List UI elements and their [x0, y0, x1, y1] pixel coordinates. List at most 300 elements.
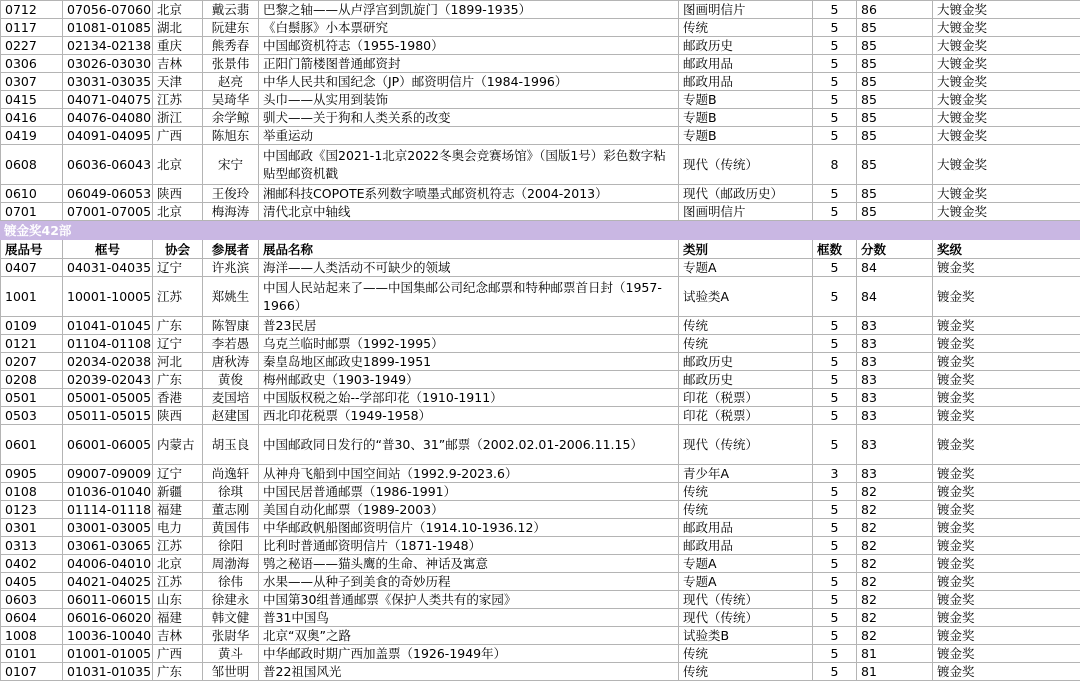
- frame-count-cell: 5: [813, 519, 857, 537]
- category-cell: 现代（传统）: [679, 591, 813, 609]
- score-cell: 82: [857, 627, 933, 645]
- frame-count-cell: 5: [813, 37, 857, 55]
- frame-range-cell: 03061-03065: [63, 537, 153, 555]
- frame-count-cell: 5: [813, 645, 857, 663]
- frame-range-cell: 01041-01045: [63, 317, 153, 335]
- exhibit-title-cell: 巴黎之轴——从卢浮宫到凯旋门（1899-1935）: [259, 1, 679, 19]
- exhibit-no-cell: 0603: [1, 591, 63, 609]
- frame-range-cell: 04091-04095: [63, 127, 153, 145]
- frame-count-cell: 5: [813, 483, 857, 501]
- category-cell: 邮政用品: [679, 519, 813, 537]
- exhibit-no-cell: 0407: [1, 259, 63, 277]
- category-cell: 专题B: [679, 109, 813, 127]
- exhibit-no-cell: 0208: [1, 371, 63, 389]
- association-cell: 广东: [153, 317, 203, 335]
- exhibitor-cell: 许兆滨: [203, 259, 259, 277]
- association-cell: 江苏: [153, 573, 203, 591]
- frame-count-cell: 8: [813, 145, 857, 185]
- exhibitor-cell: 李若愚: [203, 335, 259, 353]
- association-cell: 辽宁: [153, 259, 203, 277]
- frame-range-cell: 02034-02038: [63, 353, 153, 371]
- score-cell: 85: [857, 73, 933, 91]
- award-level-cell: 镀金奖: [933, 645, 1080, 663]
- award-level-cell: 镀金奖: [933, 519, 1080, 537]
- exhibitor-cell: 王俊玲: [203, 185, 259, 203]
- table-row: [1, 127, 1080, 145]
- table-row: [1, 663, 1080, 681]
- award-level-cell: 镀金奖: [933, 573, 1080, 591]
- table-row: [1, 555, 1080, 573]
- category-cell: 传统: [679, 483, 813, 501]
- exhibit-no-cell: 0503: [1, 407, 63, 425]
- exhibitor-cell: 张景伟: [203, 55, 259, 73]
- category-cell: 传统: [679, 501, 813, 519]
- frame-count-cell: 5: [813, 109, 857, 127]
- exhibit-no-cell: 0307: [1, 73, 63, 91]
- score-cell: 81: [857, 645, 933, 663]
- exhibit-title-cell: 驯犬——关于狗和人类关系的改变: [259, 109, 679, 127]
- category-cell: 现代（传统）: [679, 609, 813, 627]
- exhibit-title-cell: 清代北京中轴线: [259, 203, 679, 221]
- frame-count-cell: 5: [813, 371, 857, 389]
- frame-count-cell: 5: [813, 501, 857, 519]
- exhibitor-cell: 徐建永: [203, 591, 259, 609]
- frame-count-cell: 5: [813, 537, 857, 555]
- exhibitor-cell: 吴琦华: [203, 91, 259, 109]
- category-cell: 图画明信片: [679, 203, 813, 221]
- exhibit-no-cell: 0604: [1, 609, 63, 627]
- score-cell: 83: [857, 425, 933, 465]
- exhibit-title-cell: 美国自动化邮票（1989-2003）: [259, 501, 679, 519]
- association-cell: 电力: [153, 519, 203, 537]
- exhibit-no-cell: 0501: [1, 389, 63, 407]
- association-cell: 北京: [153, 1, 203, 19]
- table-row: [1, 91, 1080, 109]
- exhibit-title-cell: 中国邮政《国2021-1北京2022冬奥会竞赛场馆》（国版1号）彩色数字粘贴型邮资机戳: [259, 145, 679, 185]
- exhibit-title-cell: 北京“双奥”之路: [259, 627, 679, 645]
- exhibit-no-cell: 0117: [1, 19, 63, 37]
- frame-count-cell: 5: [813, 203, 857, 221]
- table-row: [1, 407, 1080, 425]
- category-cell: 图画明信片: [679, 1, 813, 19]
- exhibitor-cell: 胡玉良: [203, 425, 259, 465]
- exhibit-title-cell: 中华人民共和国纪念（JP）邮资明信片（1984-1996）: [259, 73, 679, 91]
- association-cell: 江苏: [153, 91, 203, 109]
- table-row: [1, 277, 1080, 317]
- exhibit-title-cell: 正阳门箭楼图普通邮资封: [259, 55, 679, 73]
- exhibit-title-cell: 海洋——人类活动不可缺少的领域: [259, 259, 679, 277]
- frame-count-cell: 5: [813, 573, 857, 591]
- exhibit-no-cell: 0402: [1, 555, 63, 573]
- column-header-row: [1, 240, 1080, 259]
- exhibit-title-cell: 鸮之秘语——猫头鹰的生命、神话及寓意: [259, 555, 679, 573]
- exhibit-title-cell: 湘邮科技COPOTE系列数字喷墨式邮资机符志（2004-2013）: [259, 185, 679, 203]
- frame-range-cell: 01036-01040: [63, 483, 153, 501]
- association-cell: 广东: [153, 371, 203, 389]
- exhibit-title-cell: 中国人民站起来了——中国集邮公司纪念邮票和特种邮票首日封（1957-1966）: [259, 277, 679, 317]
- score-cell: 82: [857, 483, 933, 501]
- header-category: 类别: [679, 240, 813, 259]
- frame-count-cell: 5: [813, 1, 857, 19]
- score-cell: 82: [857, 609, 933, 627]
- score-cell: 82: [857, 501, 933, 519]
- score-cell: 86: [857, 1, 933, 19]
- award-level-cell: 镀金奖: [933, 317, 1080, 335]
- category-cell: 传统: [679, 645, 813, 663]
- exhibitor-cell: 尚逸轩: [203, 465, 259, 483]
- score-cell: 85: [857, 185, 933, 203]
- exhibit-no-cell: 0405: [1, 573, 63, 591]
- category-cell: 传统: [679, 335, 813, 353]
- exhibit-no-cell: 1001: [1, 277, 63, 317]
- frame-count-cell: 5: [813, 609, 857, 627]
- table-row: [1, 519, 1080, 537]
- frame-count-cell: 5: [813, 73, 857, 91]
- table-row: [1, 109, 1080, 127]
- table-row: [1, 145, 1080, 185]
- award-level-cell: 镀金奖: [933, 371, 1080, 389]
- frame-count-cell: 5: [813, 19, 857, 37]
- frame-range-cell: 03031-03035: [63, 73, 153, 91]
- association-cell: 山东: [153, 591, 203, 609]
- category-cell: 现代（传统）: [679, 425, 813, 465]
- exhibit-no-cell: 0227: [1, 37, 63, 55]
- table-row: [1, 317, 1080, 335]
- exhibitor-cell: 邹世明: [203, 663, 259, 681]
- frame-count-cell: 5: [813, 317, 857, 335]
- category-cell: 专题B: [679, 127, 813, 145]
- frame-count-cell: 5: [813, 335, 857, 353]
- association-cell: 湖北: [153, 19, 203, 37]
- award-level-cell: 镀金奖: [933, 483, 1080, 501]
- frame-count-cell: 5: [813, 91, 857, 109]
- exhibit-title-cell: 中华邮政帆船图邮资明信片（1914.10-1936.12）: [259, 519, 679, 537]
- exhibitor-cell: 陈旭东: [203, 127, 259, 145]
- award-level-cell: 镀金奖: [933, 627, 1080, 645]
- exhibit-no-cell: 0701: [1, 203, 63, 221]
- frame-count-cell: 5: [813, 353, 857, 371]
- table-row: [1, 537, 1080, 555]
- association-cell: 北京: [153, 203, 203, 221]
- header-association: 协会: [153, 240, 203, 259]
- award-level-cell: 镀金奖: [933, 591, 1080, 609]
- exhibit-title-cell: 梅州邮政史（1903-1949）: [259, 371, 679, 389]
- exhibitor-cell: 阮建东: [203, 19, 259, 37]
- header-frame-count: 框数: [813, 240, 857, 259]
- header-exhibit-no: 展品号: [1, 240, 63, 259]
- table-row: [1, 609, 1080, 627]
- frame-range-cell: 01114-01118: [63, 501, 153, 519]
- award-level-cell: 大镀金奖: [933, 55, 1080, 73]
- exhibitor-cell: 戴云翡: [203, 1, 259, 19]
- frame-count-cell: 5: [813, 259, 857, 277]
- association-cell: 辽宁: [153, 465, 203, 483]
- exhibit-title-cell: 中国邮资机符志（1955-1980）: [259, 37, 679, 55]
- exhibit-title-cell: 比利时普通邮资明信片（1871-1948）: [259, 537, 679, 555]
- frame-range-cell: 06016-06020: [63, 609, 153, 627]
- table-row: [1, 425, 1080, 465]
- frame-count-cell: 5: [813, 185, 857, 203]
- score-cell: 82: [857, 519, 933, 537]
- exhibit-no-cell: 0601: [1, 425, 63, 465]
- exhibit-no-cell: 0207: [1, 353, 63, 371]
- frame-range-cell: 01031-01035: [63, 663, 153, 681]
- association-cell: 河北: [153, 353, 203, 371]
- frame-range-cell: 06049-06053: [63, 185, 153, 203]
- large-gilt-section: [1, 1, 1080, 221]
- category-cell: 邮政历史: [679, 371, 813, 389]
- exhibit-title-cell: 从神舟飞船到中国空间站（1992.9-2023.6）: [259, 465, 679, 483]
- award-level-cell: 大镀金奖: [933, 73, 1080, 91]
- frame-count-cell: 5: [813, 663, 857, 681]
- association-cell: 香港: [153, 389, 203, 407]
- exhibitor-cell: 陈智康: [203, 317, 259, 335]
- exhibit-title-cell: 中国邮政同日发行的“普30、31”邮票（2002.02.01-2006.11.15）: [259, 425, 679, 465]
- frame-count-cell: 5: [813, 277, 857, 317]
- exhibitor-cell: 郑姚生: [203, 277, 259, 317]
- exhibit-no-cell: 0301: [1, 519, 63, 537]
- table-row: [1, 371, 1080, 389]
- association-cell: 北京: [153, 145, 203, 185]
- association-cell: 广西: [153, 127, 203, 145]
- association-cell: 北京: [153, 555, 203, 573]
- exhibit-title-cell: 中国版权税之始--学部印花（1910-1911）: [259, 389, 679, 407]
- association-cell: 福建: [153, 501, 203, 519]
- frame-count-cell: 5: [813, 591, 857, 609]
- section-title-row: [1, 221, 1080, 240]
- table-row: [1, 573, 1080, 591]
- frame-range-cell: 03001-03005: [63, 519, 153, 537]
- exhibit-no-cell: 0608: [1, 145, 63, 185]
- frame-range-cell: 06036-06043: [63, 145, 153, 185]
- award-level-cell: 镀金奖: [933, 609, 1080, 627]
- exhibit-no-cell: 0415: [1, 91, 63, 109]
- category-cell: 邮政历史: [679, 353, 813, 371]
- frame-range-cell: 06011-06015: [63, 591, 153, 609]
- score-cell: 83: [857, 317, 933, 335]
- award-level-cell: 大镀金奖: [933, 37, 1080, 55]
- exhibit-title-cell: 头巾——从实用到装饰: [259, 91, 679, 109]
- header-frame-no: 框号: [63, 240, 153, 259]
- exhibit-no-cell: 0306: [1, 55, 63, 73]
- association-cell: 内蒙古: [153, 425, 203, 465]
- award-level-cell: 大镀金奖: [933, 145, 1080, 185]
- header-exhibitor: 参展者: [203, 240, 259, 259]
- award-level-cell: 镀金奖: [933, 335, 1080, 353]
- category-cell: 邮政用品: [679, 73, 813, 91]
- award-level-cell: 镀金奖: [933, 537, 1080, 555]
- frame-range-cell: 04006-04010: [63, 555, 153, 573]
- association-cell: 广东: [153, 663, 203, 681]
- award-level-cell: 镀金奖: [933, 465, 1080, 483]
- header-score: 分数: [857, 240, 933, 259]
- category-cell: 现代（邮政历史）: [679, 185, 813, 203]
- score-cell: 83: [857, 407, 933, 425]
- association-cell: 陕西: [153, 407, 203, 425]
- exhibit-no-cell: 0107: [1, 663, 63, 681]
- exhibit-title-cell: 中国第30组普通邮票《保护人类共有的家园》: [259, 591, 679, 609]
- category-cell: 专题B: [679, 91, 813, 109]
- exhibitor-cell: 周渤海: [203, 555, 259, 573]
- category-cell: 专题A: [679, 259, 813, 277]
- association-cell: 重庆: [153, 37, 203, 55]
- category-cell: 青少年A: [679, 465, 813, 483]
- table-row: [1, 259, 1080, 277]
- table-row: [1, 203, 1080, 221]
- exhibitor-cell: 麦国培: [203, 389, 259, 407]
- score-cell: 83: [857, 371, 933, 389]
- association-cell: 吉林: [153, 55, 203, 73]
- frame-count-cell: 5: [813, 389, 857, 407]
- category-cell: 传统: [679, 317, 813, 335]
- association-cell: 辽宁: [153, 335, 203, 353]
- table-row: [1, 353, 1080, 371]
- award-level-cell: 大镀金奖: [933, 127, 1080, 145]
- exhibit-title-cell: 举重运动: [259, 127, 679, 145]
- table-row: [1, 465, 1080, 483]
- association-cell: 福建: [153, 609, 203, 627]
- exhibitor-cell: 黄俊: [203, 371, 259, 389]
- frame-range-cell: 02039-02043: [63, 371, 153, 389]
- exhibit-no-cell: 0419: [1, 127, 63, 145]
- exhibit-no-cell: 0712: [1, 1, 63, 19]
- frame-range-cell: 04071-04075: [63, 91, 153, 109]
- frame-range-cell: 10036-10040: [63, 627, 153, 645]
- exhibitor-cell: 徐伟: [203, 573, 259, 591]
- exhibit-title-cell: 《白鬃豚》小本票研究: [259, 19, 679, 37]
- frame-range-cell: 04076-04080: [63, 109, 153, 127]
- frame-range-cell: 01081-01085: [63, 19, 153, 37]
- frame-count-cell: 5: [813, 425, 857, 465]
- frame-range-cell: 02134-02138: [63, 37, 153, 55]
- exhibitor-cell: 余学鲸: [203, 109, 259, 127]
- frame-count-cell: 5: [813, 407, 857, 425]
- frame-range-cell: 06001-06005: [63, 425, 153, 465]
- frame-count-cell: 5: [813, 55, 857, 73]
- exhibit-title-cell: 中华邮政时期广西加盖票（1926-1949年）: [259, 645, 679, 663]
- exhibitor-cell: 唐秋涛: [203, 353, 259, 371]
- exhibit-no-cell: 0108: [1, 483, 63, 501]
- frame-range-cell: 07001-07005: [63, 203, 153, 221]
- score-cell: 85: [857, 109, 933, 127]
- frame-range-cell: 10001-10005: [63, 277, 153, 317]
- award-level-cell: 镀金奖: [933, 555, 1080, 573]
- exhibit-no-cell: 0610: [1, 185, 63, 203]
- award-level-cell: 镀金奖: [933, 353, 1080, 371]
- exhibitor-cell: 梅海涛: [203, 203, 259, 221]
- frame-range-cell: 01001-01005: [63, 645, 153, 663]
- exhibit-title-cell: 秦皇岛地区邮政史1899-1951: [259, 353, 679, 371]
- table-row: [1, 73, 1080, 91]
- score-cell: 83: [857, 465, 933, 483]
- exhibit-title-cell: 普23民居: [259, 317, 679, 335]
- score-cell: 82: [857, 591, 933, 609]
- category-cell: 试验类B: [679, 627, 813, 645]
- frame-range-cell: 05011-05015: [63, 407, 153, 425]
- award-level-cell: 大镀金奖: [933, 91, 1080, 109]
- frame-count-cell: 5: [813, 127, 857, 145]
- score-cell: 85: [857, 91, 933, 109]
- award-level-cell: 大镀金奖: [933, 109, 1080, 127]
- category-cell: 现代（传统）: [679, 145, 813, 185]
- category-cell: 专题A: [679, 573, 813, 591]
- score-cell: 85: [857, 127, 933, 145]
- section-title: 镀金奖42部: [1, 221, 1080, 240]
- association-cell: 新疆: [153, 483, 203, 501]
- table-row: [1, 185, 1080, 203]
- frame-range-cell: 01104-01108: [63, 335, 153, 353]
- table-row: [1, 389, 1080, 407]
- frame-count-cell: 5: [813, 627, 857, 645]
- award-level-cell: 大镀金奖: [933, 1, 1080, 19]
- award-level-cell: 镀金奖: [933, 389, 1080, 407]
- frame-range-cell: 03026-03030: [63, 55, 153, 73]
- exhibit-no-cell: 0123: [1, 501, 63, 519]
- score-cell: 82: [857, 573, 933, 591]
- exhibitor-cell: 黄斗: [203, 645, 259, 663]
- category-cell: 邮政用品: [679, 55, 813, 73]
- score-cell: 85: [857, 37, 933, 55]
- award-level-cell: 大镀金奖: [933, 203, 1080, 221]
- exhibitor-cell: 赵建国: [203, 407, 259, 425]
- exhibitor-cell: 黄国伟: [203, 519, 259, 537]
- score-cell: 85: [857, 19, 933, 37]
- header-exhibit-title: 展品名称: [259, 240, 679, 259]
- score-cell: 82: [857, 537, 933, 555]
- table-row: [1, 1, 1080, 19]
- association-cell: 江苏: [153, 537, 203, 555]
- award-level-cell: 镀金奖: [933, 277, 1080, 317]
- frame-range-cell: 05001-05005: [63, 389, 153, 407]
- table-row: [1, 19, 1080, 37]
- score-cell: 83: [857, 389, 933, 407]
- award-level-cell: 镀金奖: [933, 259, 1080, 277]
- table-row: [1, 483, 1080, 501]
- gilt-section: [1, 259, 1080, 681]
- category-cell: 邮政历史: [679, 37, 813, 55]
- association-cell: 浙江: [153, 109, 203, 127]
- award-level-cell: 镀金奖: [933, 501, 1080, 519]
- exhibit-no-cell: 0313: [1, 537, 63, 555]
- frame-range-cell: 04021-04025: [63, 573, 153, 591]
- score-cell: 81: [857, 663, 933, 681]
- category-cell: 试验类A: [679, 277, 813, 317]
- exhibitor-cell: 张尉华: [203, 627, 259, 645]
- score-cell: 84: [857, 259, 933, 277]
- table-row: [1, 591, 1080, 609]
- score-cell: 83: [857, 335, 933, 353]
- association-cell: 江苏: [153, 277, 203, 317]
- exhibit-title-cell: 普31中国鸟: [259, 609, 679, 627]
- score-cell: 85: [857, 145, 933, 185]
- exhibit-title-cell: 西北印花税票（1949-1958）: [259, 407, 679, 425]
- category-cell: 印花（税票）: [679, 389, 813, 407]
- category-cell: 传统: [679, 19, 813, 37]
- header-award: 奖级: [933, 240, 1080, 259]
- score-cell: 85: [857, 203, 933, 221]
- category-cell: 传统: [679, 663, 813, 681]
- table-row: [1, 335, 1080, 353]
- award-level-cell: 镀金奖: [933, 407, 1080, 425]
- frame-range-cell: 09007-09009: [63, 465, 153, 483]
- award-level-cell: 大镀金奖: [933, 19, 1080, 37]
- exhibit-title-cell: 中国民居普通邮票（1986-1991）: [259, 483, 679, 501]
- table-row: [1, 55, 1080, 73]
- score-cell: 84: [857, 277, 933, 317]
- table-row: [1, 627, 1080, 645]
- exhibit-title-cell: 普22祖国风光: [259, 663, 679, 681]
- frame-count-cell: 3: [813, 465, 857, 483]
